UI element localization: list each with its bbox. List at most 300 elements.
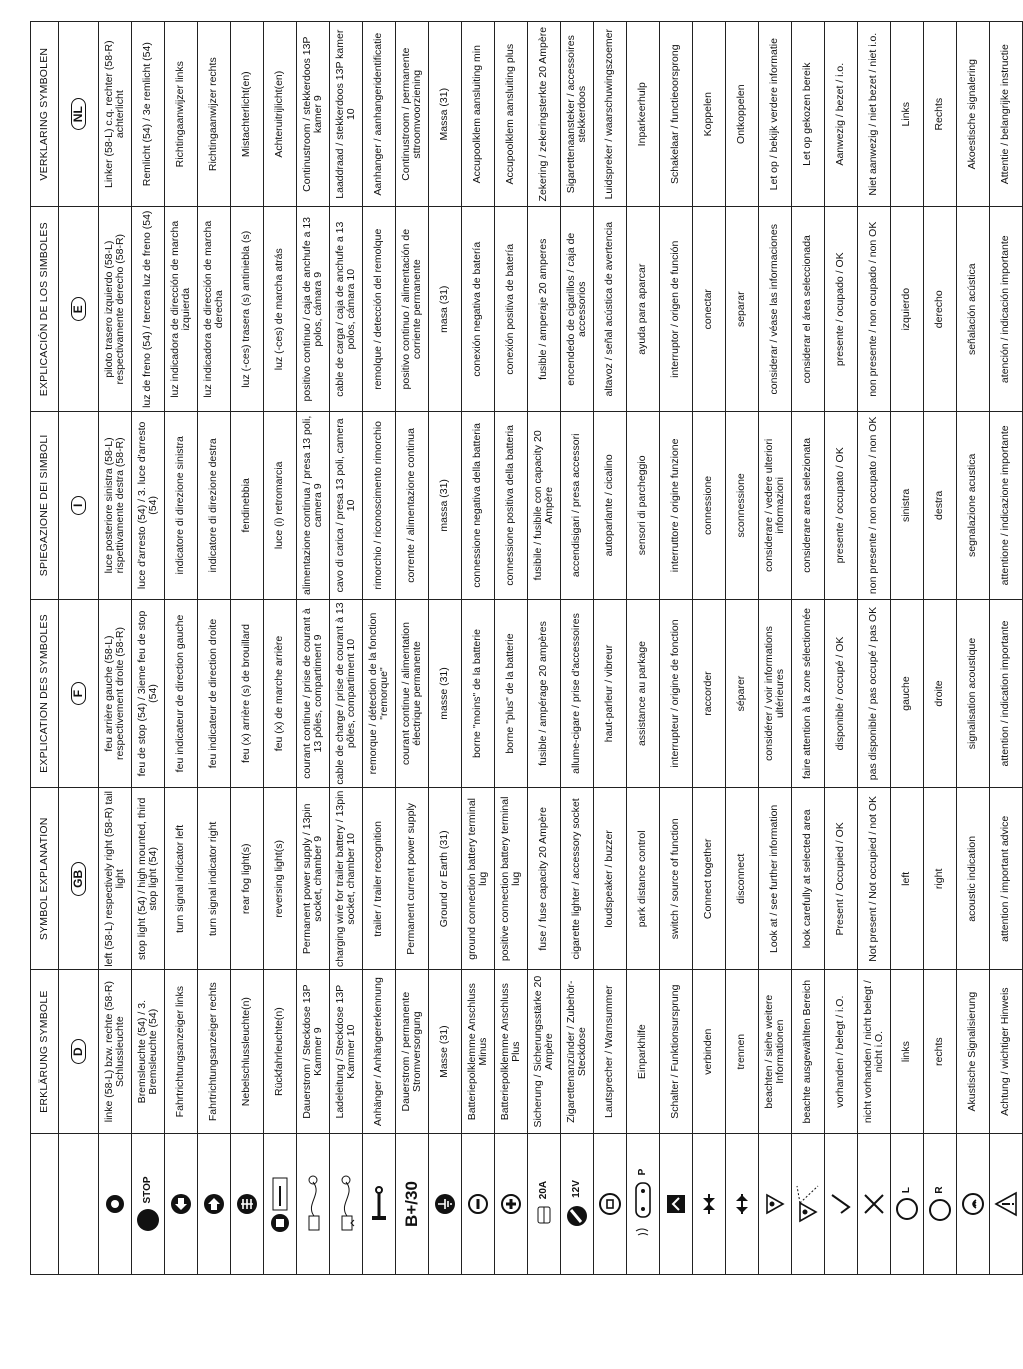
acoustic-icon <box>961 1192 985 1216</box>
cell-nl: Let op / bekijk verdere informatie <box>759 22 792 207</box>
cell-es: ayuda para aparcar <box>627 207 660 412</box>
cell-nl: Inparkeerhulp <box>627 22 660 207</box>
symbol-wrap <box>269 1134 291 1274</box>
cell-de: beachten / siehe weitere Informationen <box>759 970 792 1134</box>
cell-it: sensori di parcheggio <box>627 412 660 600</box>
cell-es: luz (-ces) trasera (s) antiniebla (s) <box>231 207 264 412</box>
symbol-wrap <box>434 1134 456 1274</box>
turn-right-icon <box>203 1193 225 1215</box>
cell-gb: charging wire for trailer battery / 13pin socket, chamber 10 <box>330 788 363 970</box>
symbol-wrap <box>697 1134 721 1274</box>
cell-gb: Permanent current power supply <box>396 788 429 970</box>
symbol-cell <box>627 1134 660 1275</box>
cell-fr: cable de charge / prise de courant à 13 pôles, compartiment 10 <box>330 599 363 788</box>
cell-it: attentione / indicazione importante <box>990 412 1023 600</box>
cell-es: considerar el área seleccionada <box>792 207 825 412</box>
cell-es: izquierdo <box>891 207 924 412</box>
cell-es: atención / indicación importante <box>990 207 1023 412</box>
symbol-cell <box>396 1134 429 1275</box>
cell-de: beachte ausgewählten Bereich <box>792 970 825 1134</box>
cell-de: Sicherung / Sicherungsstärke 20 Ampère <box>528 970 561 1134</box>
table-body <box>99 22 1023 1275</box>
lang-badge-de: D <box>71 1039 87 1064</box>
cell-es: luz indicadora de dirección de marcha izquierda <box>165 207 198 412</box>
symbol-wrap <box>829 1134 853 1274</box>
header-fr-code <box>59 599 99 788</box>
cell-it: fusibile / fusibile con capacity 20 Ampère <box>528 412 561 600</box>
table-row <box>891 22 924 1275</box>
cell-nl: Laaddraad / stekkerdoos 13P kamer 10 <box>330 22 363 207</box>
cell-de: Anhänger / Anhängererkennung <box>363 970 396 1134</box>
table-row <box>660 22 693 1275</box>
symbol-wrap <box>104 1134 126 1274</box>
cell-fr: raccorder <box>693 599 726 788</box>
cell-nl: Luidspreker / waarschuwingszoemer <box>594 22 627 207</box>
permanent-power-icon <box>301 1174 325 1234</box>
table-row <box>924 22 957 1275</box>
cell-de: Einparkhilfe <box>627 970 660 1134</box>
cell-nl: Linker (58-L) c.q. rechter (58-R) achterlicht <box>99 22 132 207</box>
cell-es: altavoz / señal acústica de avertencia <box>594 207 627 412</box>
cell-de: linke (58-L) bzw. rechte (58-R) Schlussleuchte <box>99 970 132 1134</box>
symbol-cell <box>924 1134 957 1275</box>
switch-icon <box>665 1193 687 1215</box>
table-row <box>330 22 363 1275</box>
cell-gb: left <box>891 788 924 970</box>
header-de-code <box>59 970 99 1134</box>
symbol-wrap <box>368 1134 390 1274</box>
symbol-cell <box>594 1134 627 1275</box>
cell-gb: cigarette lighter / accessory socket <box>561 788 594 970</box>
lang-badge-fr: F <box>71 682 87 705</box>
cell-de: Achtung / wichtiger Hinweis <box>990 970 1023 1134</box>
cell-nl: Achteruitrijlicht(en) <box>264 22 297 207</box>
symbol-cell <box>693 1134 726 1275</box>
symbol-wrap <box>632 1134 654 1274</box>
table-row <box>99 22 132 1275</box>
cell-de: Lautsprecher / Warnsummer <box>594 970 627 1134</box>
symbol-cell <box>528 1134 561 1275</box>
symbol-table-wrap <box>30 21 1012 1275</box>
table-row <box>396 22 429 1275</box>
cell-de: Rückfahrleuchte(n) <box>264 970 297 1134</box>
header-nl-code <box>59 22 99 207</box>
cell-nl: Zekering / zekeringsterkte 20 Ampère <box>528 22 561 207</box>
symbol-text: 20A <box>538 1180 550 1200</box>
cell-fr: borne "moins" de la batterie <box>462 599 495 788</box>
cell-fr: masse (31) <box>429 599 462 788</box>
look-at-icon <box>763 1192 787 1216</box>
cell-nl: Links <box>891 22 924 207</box>
cell-de: Masse (31) <box>429 970 462 1134</box>
cell-de: Batteriepolklemme Anschluss Minus <box>462 970 495 1134</box>
cell-gb: left (58-L) respectively right (58-R) tail light <box>99 788 132 970</box>
cell-es: luz indicadora de dirección de marcha derecha <box>198 207 231 412</box>
symbol-wrap <box>532 1134 556 1274</box>
cell-gb: Ground or Earth (31) <box>429 788 462 970</box>
table-row <box>693 22 726 1275</box>
table-row <box>726 22 759 1275</box>
cell-es: positivo continuo / alimentación de corriente permanente <box>396 207 429 412</box>
table-row <box>627 22 660 1275</box>
cell-nl: Continustroom / permanente sttroomvoorziening <box>396 22 429 207</box>
stop-light-icon <box>136 1208 160 1232</box>
cell-gb: acoustic indication <box>957 788 990 970</box>
table-row <box>792 22 825 1275</box>
cell-gb: park distance control <box>627 788 660 970</box>
symbol-wrap <box>500 1134 522 1274</box>
symbol-text: B+/30 <box>402 1181 422 1227</box>
table-row <box>528 22 561 1275</box>
ground-icon <box>434 1193 456 1215</box>
symbol-wrap <box>994 1134 1018 1274</box>
symbol-wrap <box>928 1134 952 1274</box>
cell-gb: reversing light(s) <box>264 788 297 970</box>
cell-it: segnalazione acustica <box>957 412 990 600</box>
warning-icon <box>994 1191 1018 1217</box>
corner-cell <box>31 1134 59 1275</box>
symbol-wrap <box>236 1134 258 1274</box>
header-de-title: ERKLÄRUNG SYMBOLE <box>31 970 59 1134</box>
symbol-wrap <box>565 1134 589 1274</box>
cell-de: Bremsleuchte (54) / 3. Bremsleuchte (54) <box>132 970 165 1134</box>
look-area-icon <box>796 1184 820 1224</box>
lang-badge-es: E <box>71 297 87 321</box>
cell-it: cavo di carica / presa 13 poli, camera 10 <box>330 412 363 600</box>
cell-gb: loudspeaker / buzzer <box>594 788 627 970</box>
cell-fr: feu (x) arrière (s) de brouillard <box>231 599 264 788</box>
symbol-wrap <box>467 1134 489 1274</box>
symbol-wrap <box>136 1134 160 1274</box>
table-row <box>231 22 264 1275</box>
symbol-text: L <box>901 1186 913 1194</box>
symbol-cell <box>198 1134 231 1275</box>
cell-nl: Massa (31) <box>429 22 462 207</box>
disconnect-icon <box>730 1192 754 1216</box>
cross-icon <box>862 1192 886 1216</box>
header-fr-title: EXPLICATION DES SYMBOLES <box>31 599 59 788</box>
symbol-wrap <box>203 1134 225 1274</box>
table-row <box>132 22 165 1275</box>
cell-es: positivo continuo / caja de anchufe a 13 polos, cámara 9 <box>297 207 330 412</box>
cell-fr: assistance au parkage <box>627 599 660 788</box>
loudspeaker-icon <box>598 1192 622 1216</box>
cell-nl: Accupoolklem aansluiting min <box>462 22 495 207</box>
symbol-wrap <box>961 1134 985 1274</box>
symbol-cell <box>231 1134 264 1275</box>
table-row <box>495 22 528 1275</box>
cell-nl: Richtingaanwijzer rechts <box>198 22 231 207</box>
cell-fr: courant continue / alimentation électrique permanente <box>396 599 429 788</box>
symbol-text: 12V <box>571 1180 583 1198</box>
cell-es: conectar <box>693 207 726 412</box>
turn-left-icon <box>170 1193 192 1215</box>
cell-gb: positive connection battery terminal lug <box>495 788 528 970</box>
symbol-cell <box>264 1134 297 1275</box>
cell-de: Dauerstrom / permanente Stromversorgung <box>396 970 429 1134</box>
cell-fr: fusible / ampérage 20 ampères <box>528 599 561 788</box>
cell-fr: borne "plus" de la batterie <box>495 599 528 788</box>
cell-it: destra <box>924 412 957 600</box>
cell-fr: considérer / voir informations ultérieures <box>759 599 792 788</box>
table-row <box>363 22 396 1275</box>
cell-gb: fuse / fuse capacity 20 Ampère <box>528 788 561 970</box>
cell-it: indicatore di direzione sinistra <box>165 412 198 600</box>
symbol-cell <box>297 1134 330 1275</box>
cell-es: remolque / detección del remolque <box>363 207 396 412</box>
cell-nl: Aanwezig / bezet / i.o. <box>825 22 858 207</box>
cell-de: Fahrtrichtungsanzeiger rechts <box>198 970 231 1134</box>
cell-fr: interrupteur / origine de fonction <box>660 599 693 788</box>
header-es-code <box>59 207 99 412</box>
cell-nl: Sigarettenaansteker / accessoires stekkerdoos <box>561 22 594 207</box>
cell-fr: feu de stop (54) / 3ieme feu de stop (54) <box>132 599 165 788</box>
left-circle-icon <box>895 1197 919 1221</box>
table-row <box>594 22 627 1275</box>
symbol-text: STOP <box>142 1176 154 1204</box>
cell-it: luce posteriore sinistra (58-L) rispettivamente destra (58-R) <box>99 412 132 600</box>
cell-gb: disconnect <box>726 788 759 970</box>
symbol-cell <box>363 1134 396 1275</box>
header-gb-code <box>59 788 99 970</box>
symbol-wrap <box>301 1134 325 1274</box>
cell-fr: attention / indication importante <box>990 599 1023 788</box>
symbol-wrap <box>665 1134 687 1274</box>
tail-light-icon <box>104 1193 126 1215</box>
cell-nl: Remlicht (54) / 3e remlicht (54) <box>132 22 165 207</box>
symbol-cell <box>990 1134 1023 1275</box>
table-row <box>198 22 231 1275</box>
cell-nl: Niet aanwezig / niet bezet / niet i.o. <box>858 22 891 207</box>
cell-it: indicatore di direzione destra <box>198 412 231 600</box>
trailer-icon <box>368 1184 390 1224</box>
symbol-cell <box>957 1134 990 1275</box>
cell-es: cable de carga / caja de anchufe a 13 polos, cámara 10 <box>330 207 363 412</box>
cell-gb: right <box>924 788 957 970</box>
cell-nl: Koppelen <box>693 22 726 207</box>
header-es-title: EXPLICACIÓN DE LOS SIMBOLES <box>31 207 59 412</box>
cell-gb: look carefully at selected area <box>792 788 825 970</box>
cell-de: Batteriepolklemme Anschluss Plus <box>495 970 528 1134</box>
symbol-cell <box>792 1134 825 1275</box>
cell-it: connessione <box>693 412 726 600</box>
table-row <box>165 22 198 1275</box>
symbol-cell <box>99 1134 132 1275</box>
cell-it: non presente / non occupato / non OK <box>858 412 891 600</box>
symbol-text: P <box>637 1168 649 1176</box>
cell-es: presente / ocupado / OK <box>825 207 858 412</box>
cell-it: luce d'arresto (54) / 3. luce d'arresto (54) <box>132 412 165 600</box>
reversing-light-icon <box>269 1174 291 1234</box>
corner-cell-2 <box>59 1134 99 1275</box>
cell-de: nicht vorhanden / nicht belegt / nicht i.O. <box>858 970 891 1134</box>
cell-it: massa (31) <box>429 412 462 600</box>
cell-de: Akustische Signalisierung <box>957 970 990 1134</box>
cell-fr: feu indicateur de direction droite <box>198 599 231 788</box>
cell-it: connessione positiva della batteria <box>495 412 528 600</box>
cell-fr: faire attention à la zone sélectionnée <box>792 599 825 788</box>
symbol-cell <box>561 1134 594 1275</box>
symbol-wrap <box>334 1134 358 1274</box>
cell-it: alimentazione continua / presa 13 poli, camera 9 <box>297 412 330 600</box>
cell-nl: Richtingaanwijzer links <box>165 22 198 207</box>
cell-de: Fahrtrichtungsanzeiger links <box>165 970 198 1134</box>
cell-gb: Look at / see further information <box>759 788 792 970</box>
park-distance-icon <box>632 1179 654 1239</box>
cell-de: verbinden <box>693 970 726 1134</box>
table-row <box>825 22 858 1275</box>
cell-nl: Aanhanger / aanhangeridentificatie <box>363 22 396 207</box>
cell-fr: allume-cigare / prise d'accessoires <box>561 599 594 788</box>
symbol-wrap <box>598 1134 622 1274</box>
cell-es: luz (-ces) de marcha atrás <box>264 207 297 412</box>
cell-nl: Rechts <box>924 22 957 207</box>
cell-nl: Accupoolklem aansluiting plus <box>495 22 528 207</box>
cell-es: encendedo de cigarillos / caja de accessorios <box>561 207 594 412</box>
lang-badge-nl: NL <box>71 98 87 130</box>
cell-fr: feu indicateur de direction gauche <box>165 599 198 788</box>
cell-nl: Mistachterlicht(en) <box>231 22 264 207</box>
symbol-wrap <box>796 1134 820 1274</box>
cell-it: considerare area selezionata <box>792 412 825 600</box>
cell-gb: Not present / Not occupied / not OK <box>858 788 891 970</box>
table-row <box>264 22 297 1275</box>
symbol-cell <box>132 1134 165 1275</box>
cell-it: accendisigari / presa accessori <box>561 412 594 600</box>
cell-es: piloto trasero izquierdo (58-L) respectivamente derecho (58-R) <box>99 207 132 412</box>
cell-de: links <box>891 970 924 1134</box>
cell-fr: courant continue / prise de courant à 13 pôles, compartiment 9 <box>297 599 330 788</box>
cell-nl: Continustroom / stekkerdoos 13P kamer 9 <box>297 22 330 207</box>
cell-fr: haut-parleur / vibreur <box>594 599 627 788</box>
cell-de: Zigarettenanzünder / Zubehör-Steckdose <box>561 970 594 1134</box>
cell-es: separar <box>726 207 759 412</box>
cell-es: luz de freno (54) / tercera luz de freno (54) <box>132 207 165 412</box>
cell-gb: turn signal indicator left <box>165 788 198 970</box>
table-row <box>759 22 792 1275</box>
symbol-cell <box>462 1134 495 1275</box>
table-row <box>990 22 1023 1275</box>
symbol-cell <box>759 1134 792 1275</box>
cell-it: interruttore / origine funzione <box>660 412 693 600</box>
cell-de: trennen <box>726 970 759 1134</box>
minus-icon <box>467 1193 489 1215</box>
symbol-wrap <box>730 1134 754 1274</box>
cell-es: considerar / véase las informaciones <box>759 207 792 412</box>
table-row <box>462 22 495 1275</box>
cell-it: sconnessione <box>726 412 759 600</box>
cell-it: corrente / alimentazione continua <box>396 412 429 600</box>
cell-fr: remorque / détection de la fonction "remorque" <box>363 599 396 788</box>
header-it-code <box>59 412 99 600</box>
cell-fr: pas disponible / pas occupé / pas OK <box>858 599 891 788</box>
header-nl-title: VERKLARING SYMBOLEN <box>31 22 59 207</box>
symbol-wrap <box>763 1134 787 1274</box>
cell-nl: Akoestische signalering <box>957 22 990 207</box>
cell-es: masa (31) <box>429 207 462 412</box>
cell-nl: Schakelaar / functieoorsprong <box>660 22 693 207</box>
symbol-wrap <box>402 1134 422 1274</box>
cell-de: rechts <box>924 970 957 1134</box>
cell-it: luce (i) retromarcia <box>264 412 297 600</box>
cell-it: autoparlante / cicalino <box>594 412 627 600</box>
cell-fr: feu (x) de marche arrière <box>264 599 297 788</box>
cell-de: vorhanden / belegt / i.O. <box>825 970 858 1134</box>
cell-it: sinistra <box>891 412 924 600</box>
cell-fr: droite <box>924 599 957 788</box>
table-row <box>858 22 891 1275</box>
cell-it: fendinebbia <box>231 412 264 600</box>
check-icon <box>829 1192 853 1216</box>
symbol-cell <box>429 1134 462 1275</box>
cell-gb: Connect together <box>693 788 726 970</box>
cell-fr: séparer <box>726 599 759 788</box>
header-gb-title: SYMBOL EXPLANATION <box>31 788 59 970</box>
cell-it: rimorchio / riconoscimento rimorchio <box>363 412 396 600</box>
right-circle-icon <box>928 1198 952 1222</box>
cell-de: Dauerstrom / Steckdose 13P Kammer 9 <box>297 970 330 1134</box>
cell-gb: ground connection battery terminal lug <box>462 788 495 970</box>
cell-gb: Permanent power supply / 13pin socket, chamber 9 <box>297 788 330 970</box>
cell-nl: Attentie / belangrijke instructie <box>990 22 1023 207</box>
cell-es: fusible / amperaje 20 amperes <box>528 207 561 412</box>
cell-de: Ladeleitung / Steckdose 13P Kammer 10 <box>330 970 363 1134</box>
symbol-wrap <box>862 1134 886 1274</box>
cell-nl: Ontkoppelen <box>726 22 759 207</box>
cell-gb: stop light (54) / high mounted, third stop light (54) <box>132 788 165 970</box>
table-row <box>957 22 990 1275</box>
connect-icon <box>697 1192 721 1216</box>
symbol-text: R <box>934 1186 946 1194</box>
symbol-table <box>30 21 1023 1275</box>
symbol-cell <box>165 1134 198 1275</box>
table-row <box>297 22 330 1275</box>
cell-fr: disponible / occupé / OK <box>825 599 858 788</box>
cell-fr: signalisation acoustique <box>957 599 990 788</box>
cell-es: señalación acústica <box>957 207 990 412</box>
cell-es: non presente / non ocupado / non OK <box>858 207 891 412</box>
symbol-cell <box>858 1134 891 1275</box>
header-it-title: SPIEGAZIONE DEI SIMBOLI <box>31 412 59 600</box>
symbol-cell <box>726 1134 759 1275</box>
symbol-cell <box>891 1134 924 1275</box>
cell-es: derecho <box>924 207 957 412</box>
lang-badge-gb: GB <box>71 862 87 896</box>
cell-es: conexión negativa de batería <box>462 207 495 412</box>
cell-de: Nebelschlussleuchte(n) <box>231 970 264 1134</box>
cell-gb: trailer / trailer recognition <box>363 788 396 970</box>
cell-gb: Present / Occupied / OK <box>825 788 858 970</box>
fuse-icon <box>532 1203 556 1227</box>
cell-gb: attention / important advice <box>990 788 1023 970</box>
symbol-cell <box>825 1134 858 1275</box>
rear-fog-light-icon <box>236 1193 258 1215</box>
cell-es: conexión positiva de batería <box>495 207 528 412</box>
symbol-cell <box>495 1134 528 1275</box>
table-row <box>561 22 594 1275</box>
cell-it: connessione negativa della batteria <box>462 412 495 600</box>
cell-gb: turn signal indicator right <box>198 788 231 970</box>
cell-nl: Let op gekozen bereik <box>792 22 825 207</box>
lang-badge-it: I <box>71 496 87 515</box>
cell-es: interruptor / origen de función <box>660 207 693 412</box>
symbol-wrap <box>170 1134 192 1274</box>
cell-fr: gauche <box>891 599 924 788</box>
cigarette-lighter-icon <box>565 1202 589 1228</box>
cell-it: considerare / vedere ulteriori informazioni <box>759 412 792 600</box>
cell-de: Schalter / Funktionsursprung <box>660 970 693 1134</box>
cell-fr: feu arrière gauche (58-L) respectivement droite (58-R) <box>99 599 132 788</box>
